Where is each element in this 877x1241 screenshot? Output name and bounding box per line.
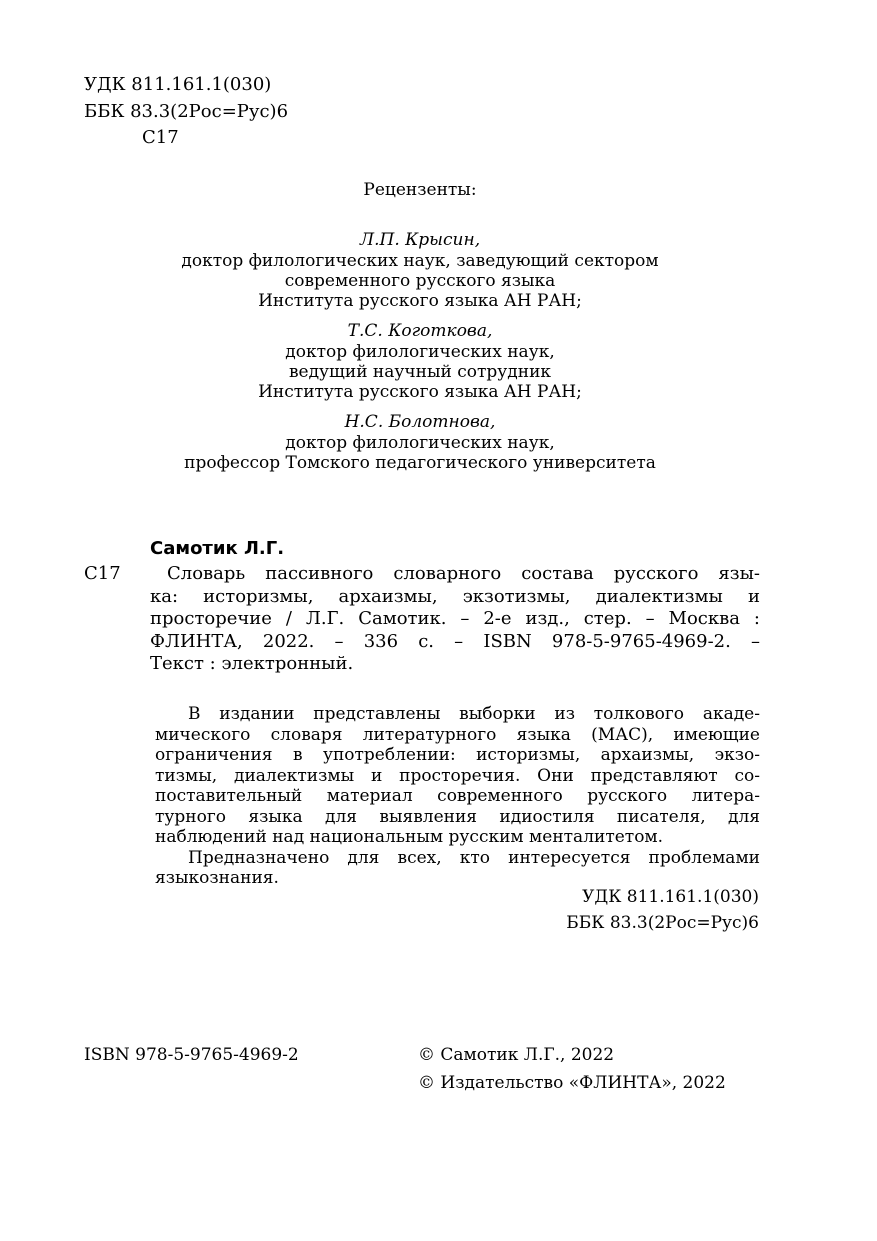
annotation-line: наблюдений над национальным русским менталитетом. — [155, 827, 664, 847]
reviewer-title-line: современного русского языка — [284, 271, 556, 291]
reviewer-title-line: ведущий научный сотрудник — [288, 362, 552, 382]
reviewers-heading: Рецензенты: — [363, 180, 477, 200]
record-author: Самотик Л.Г. — [150, 538, 285, 559]
reviewer-name: Н.С. Болотнова, — [344, 412, 496, 432]
annotation-line: поставительный материал современного русского литера- — [155, 786, 760, 806]
reviewer-krysin — [100, 230, 740, 311]
reviewer-name: Т.С. Коготкова, — [347, 321, 493, 341]
bib-line: Словарь пассивного словарного состава русского язы- — [167, 563, 760, 584]
annotation-line: тизмы, диалектизмы и просторечия. Они представляют со- — [155, 765, 760, 786]
reviewer-title-line: профессор Томского педагогического университета — [184, 453, 656, 473]
reviewer-kogotkova — [100, 321, 740, 402]
reviewer-title-line: Института русского языка АН РАН; — [258, 291, 582, 311]
reviewer-title-line: доктор филологических наук, — [285, 433, 555, 453]
copyright-publisher: © Издательство «ФЛИНТА», 2022 — [418, 1073, 726, 1093]
reviewer-title-line: Института русского языка АН РАН; — [258, 382, 582, 402]
annotation-line: мического словаря литературного языка (МАС), имеющие — [155, 724, 760, 745]
record-author-mark: С17 — [84, 563, 121, 584]
bbk-code-bottom: ББК 83.3(2Рос=Рус)6 — [566, 913, 759, 933]
reviewer-name: Л.П. Крысин, — [359, 230, 481, 250]
bib-line: Текст : электронный. — [150, 653, 354, 674]
isbn: ISBN 978-5-9765-4969-2 — [84, 1045, 299, 1065]
reviewer-title-line: доктор филологических наук, — [285, 342, 555, 362]
bibliographic-description — [150, 563, 760, 676]
annotation — [155, 704, 760, 889]
bib-line: просторечие / Л.Г. Самотик. – 2-е изд., стер. – Москва : — [150, 608, 760, 629]
bib-line: ФЛИНТА, 2022. – 336 с. – ISBN 978-5-9765-4969-2. – — [150, 630, 760, 652]
reviewer-title-line: доктор филологических наук, заведующий сектором — [181, 251, 659, 271]
annotation-line: В издании представлены выборки из толкового акаде- — [188, 704, 760, 724]
annotation-line: Предназначено для всех, кто интересуется проблемами — [188, 847, 760, 868]
copyright-author: © Самотик Л.Г., 2022 — [418, 1045, 615, 1065]
udk-code-top: УДК 811.161.1(030) — [84, 74, 272, 95]
annotation-line: турного языка для выявления идиостиля писателя, для — [155, 806, 760, 827]
udk-code-bottom: УДК 811.161.1(030) — [582, 887, 759, 907]
bbk-code-top: ББК 83.3(2Рос=Рус)6 — [84, 101, 289, 122]
annotation-line: ограничения в употреблении: историзмы, архаизмы, экзо- — [155, 745, 760, 765]
reviewers-block — [100, 180, 740, 483]
annotation-line: языкознания. — [155, 868, 279, 888]
author-mark-top: С17 — [142, 127, 179, 148]
reviewer-bolotnova — [100, 412, 740, 473]
bib-line: ка: историзмы, архаизмы, экзотизмы, диалектизмы и — [150, 585, 760, 607]
